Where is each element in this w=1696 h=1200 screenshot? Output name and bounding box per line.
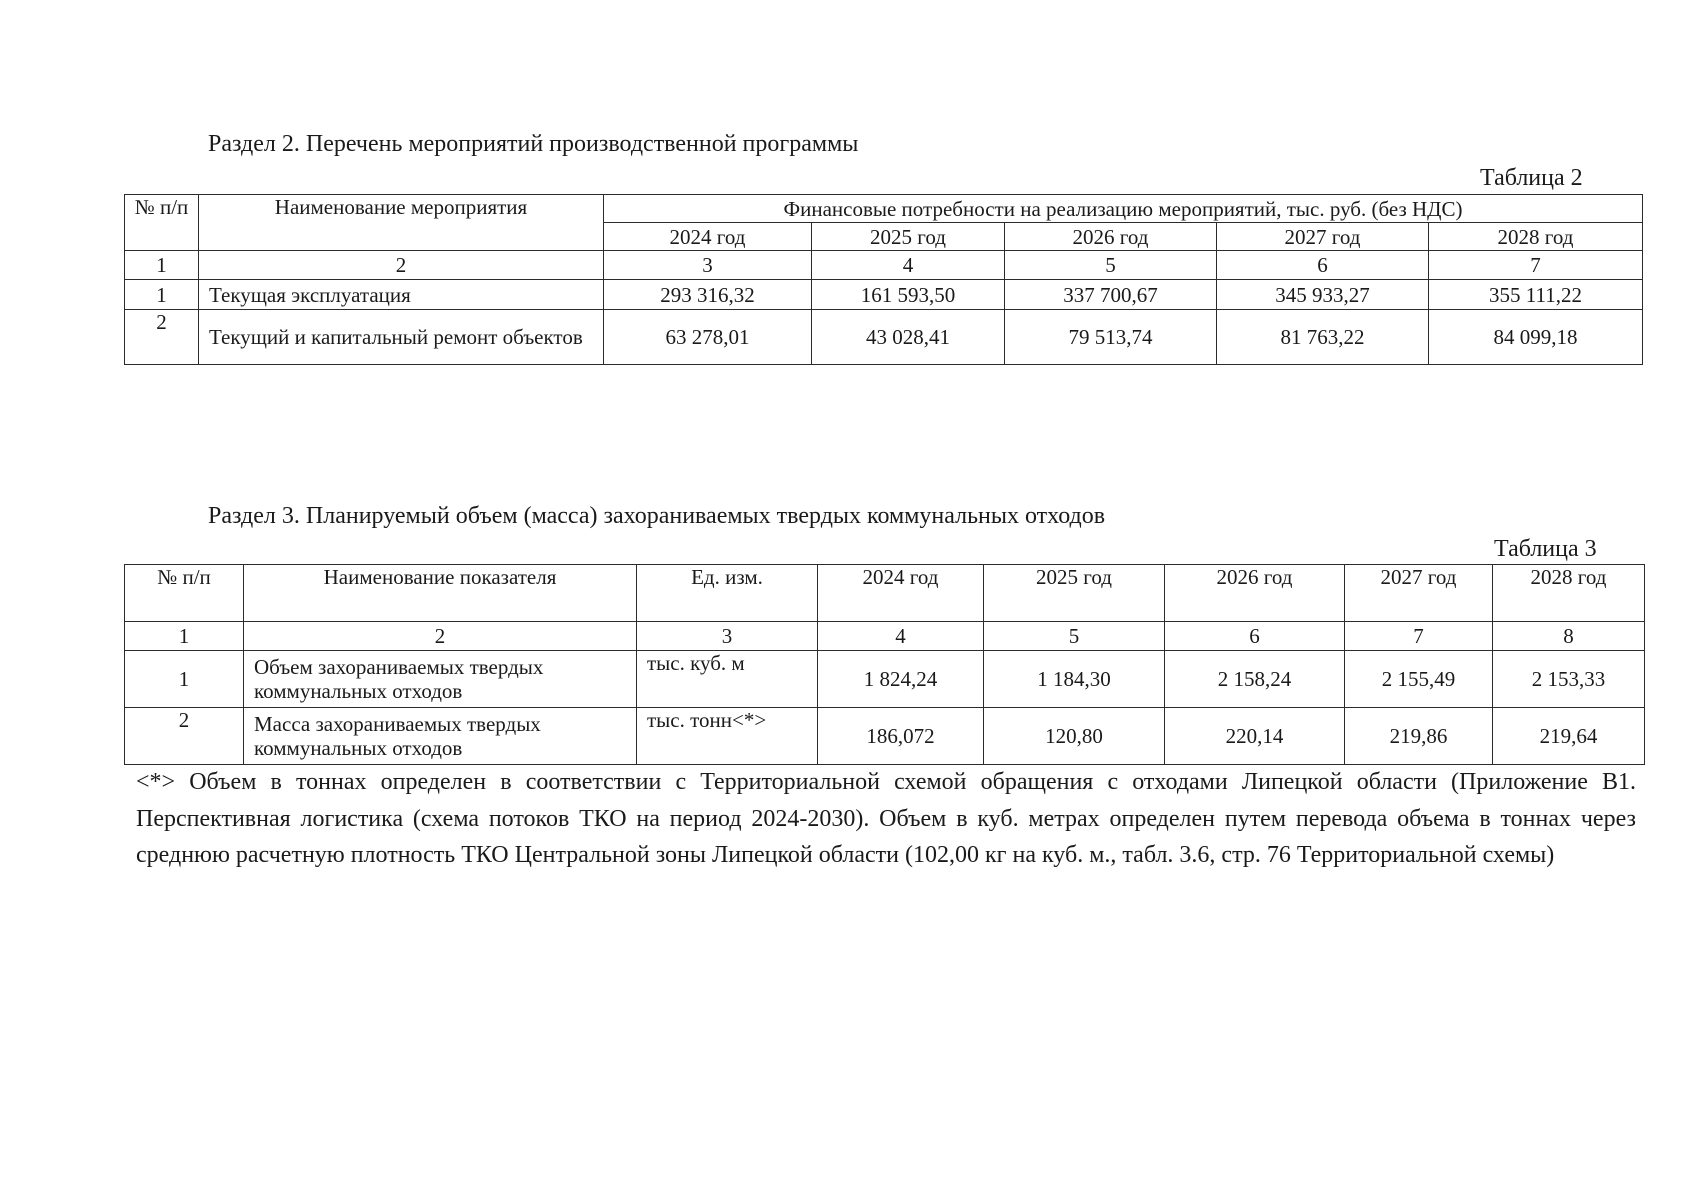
table2-header-year: 2025 год: [812, 223, 1005, 251]
row-value: 2 153,33: [1493, 651, 1645, 708]
row-name: Объем захораниваемых твердых коммунальных отходов: [244, 651, 637, 708]
table2-index-cell: 3: [604, 251, 812, 280]
table3-index-cell: 4: [818, 622, 984, 651]
row-unit: тыс. куб. м: [637, 651, 818, 708]
row-unit: тыс. тонн<*>: [637, 708, 818, 765]
row-value: 186,072: [818, 708, 984, 765]
row-name: Текущая эксплуатация: [199, 280, 604, 310]
row-value: 219,86: [1345, 708, 1493, 765]
row-value: 345 933,27: [1217, 280, 1429, 310]
table2-header-year: 2028 год: [1429, 223, 1643, 251]
row-name: Масса захораниваемых твердых коммунальных отходов: [244, 708, 637, 765]
table3-index-cell: 5: [984, 622, 1165, 651]
row-value: 81 763,22: [1217, 310, 1429, 365]
row-value: 84 099,18: [1429, 310, 1643, 365]
table2-index-cell: 1: [125, 251, 199, 280]
table3-index-cell: 7: [1345, 622, 1493, 651]
table2-index-cell: 6: [1217, 251, 1429, 280]
table2-header-name: Наименование мероприятия: [199, 195, 604, 251]
row-value: 2 158,24: [1165, 651, 1345, 708]
table3-header-unit: Ед. изм.: [637, 565, 818, 622]
table3-header-name: Наименование показателя: [244, 565, 637, 622]
table2-caption: Таблица 2: [1480, 165, 1583, 191]
row-value: 63 278,01: [604, 310, 812, 365]
table3-header-year: 2027 год: [1345, 565, 1493, 622]
table3-index-cell: 8: [1493, 622, 1645, 651]
row-value: 293 316,32: [604, 280, 812, 310]
footnote: <*> Объем в тоннах определен в соответствии с Территориальной схемой обращения с отходами Липецкой области (Приложение В1. Перспективная логистика (схема потоков ТКО на период 2024-2030). Объем в куб. метрах определен путем перевода объема в тоннах через среднюю расчетную плотность ТКО Центральной зоны Липецкой области (102,00 кг на куб. м., табл. 3.6, стр. 76 Территориальной схемы): [136, 769, 1636, 868]
table-row: [125, 651, 1645, 708]
row-value: 219,64: [1493, 708, 1645, 765]
row-num: 2: [125, 310, 199, 365]
table3-header-year: 2028 год: [1493, 565, 1645, 622]
table2-index-cell: 7: [1429, 251, 1643, 280]
table2-index-cell: 4: [812, 251, 1005, 280]
table3-header-num: № п/п: [125, 565, 244, 622]
row-num: 1: [125, 280, 199, 310]
table2-header-num: № п/п: [125, 195, 199, 251]
table2-index-cell: 5: [1005, 251, 1217, 280]
table3-header-year: 2024 год: [818, 565, 984, 622]
row-value: 1 824,24: [818, 651, 984, 708]
table3-header-year: 2025 год: [984, 565, 1165, 622]
table3-caption: Таблица 3: [1494, 536, 1597, 562]
row-name: Текущий и капитальный ремонт объектов: [199, 310, 604, 365]
table3-waste-volume: [124, 564, 1645, 765]
row-value: 220,14: [1165, 708, 1345, 765]
row-num: 1: [125, 651, 244, 708]
table3-index-cell: 6: [1165, 622, 1345, 651]
row-value: 2 155,49: [1345, 651, 1493, 708]
section3-title: Раздел 3. Планируемый объем (масса) захораниваемых твердых коммунальных отходов: [208, 503, 1106, 529]
row-value: 79 513,74: [1005, 310, 1217, 365]
table3-index-cell: 2: [244, 622, 637, 651]
table2-header-year: 2024 год: [604, 223, 812, 251]
row-value: 43 028,41: [812, 310, 1005, 365]
row-value: 355 111,22: [1429, 280, 1643, 310]
section2-title: Раздел 2. Перечень мероприятий производственной программы: [208, 131, 859, 157]
table3-header-year: 2026 год: [1165, 565, 1345, 622]
table-row: [125, 280, 1643, 310]
table2-header-year: 2027 год: [1217, 223, 1429, 251]
table2-activities: [124, 194, 1643, 365]
table-row: [125, 310, 1643, 365]
row-value: 1 184,30: [984, 651, 1165, 708]
row-num: 2: [125, 708, 244, 765]
row-value: 120,80: [984, 708, 1165, 765]
table3-index-cell: 3: [637, 622, 818, 651]
table3-index-cell: 1: [125, 622, 244, 651]
table2-header-group: Финансовые потребности на реализацию мероприятий, тыс. руб. (без НДС): [604, 195, 1643, 223]
table2-header-year: 2026 год: [1005, 223, 1217, 251]
row-value: 161 593,50: [812, 280, 1005, 310]
table2-index-cell: 2: [199, 251, 604, 280]
table-row: [125, 708, 1645, 765]
row-value: 337 700,67: [1005, 280, 1217, 310]
